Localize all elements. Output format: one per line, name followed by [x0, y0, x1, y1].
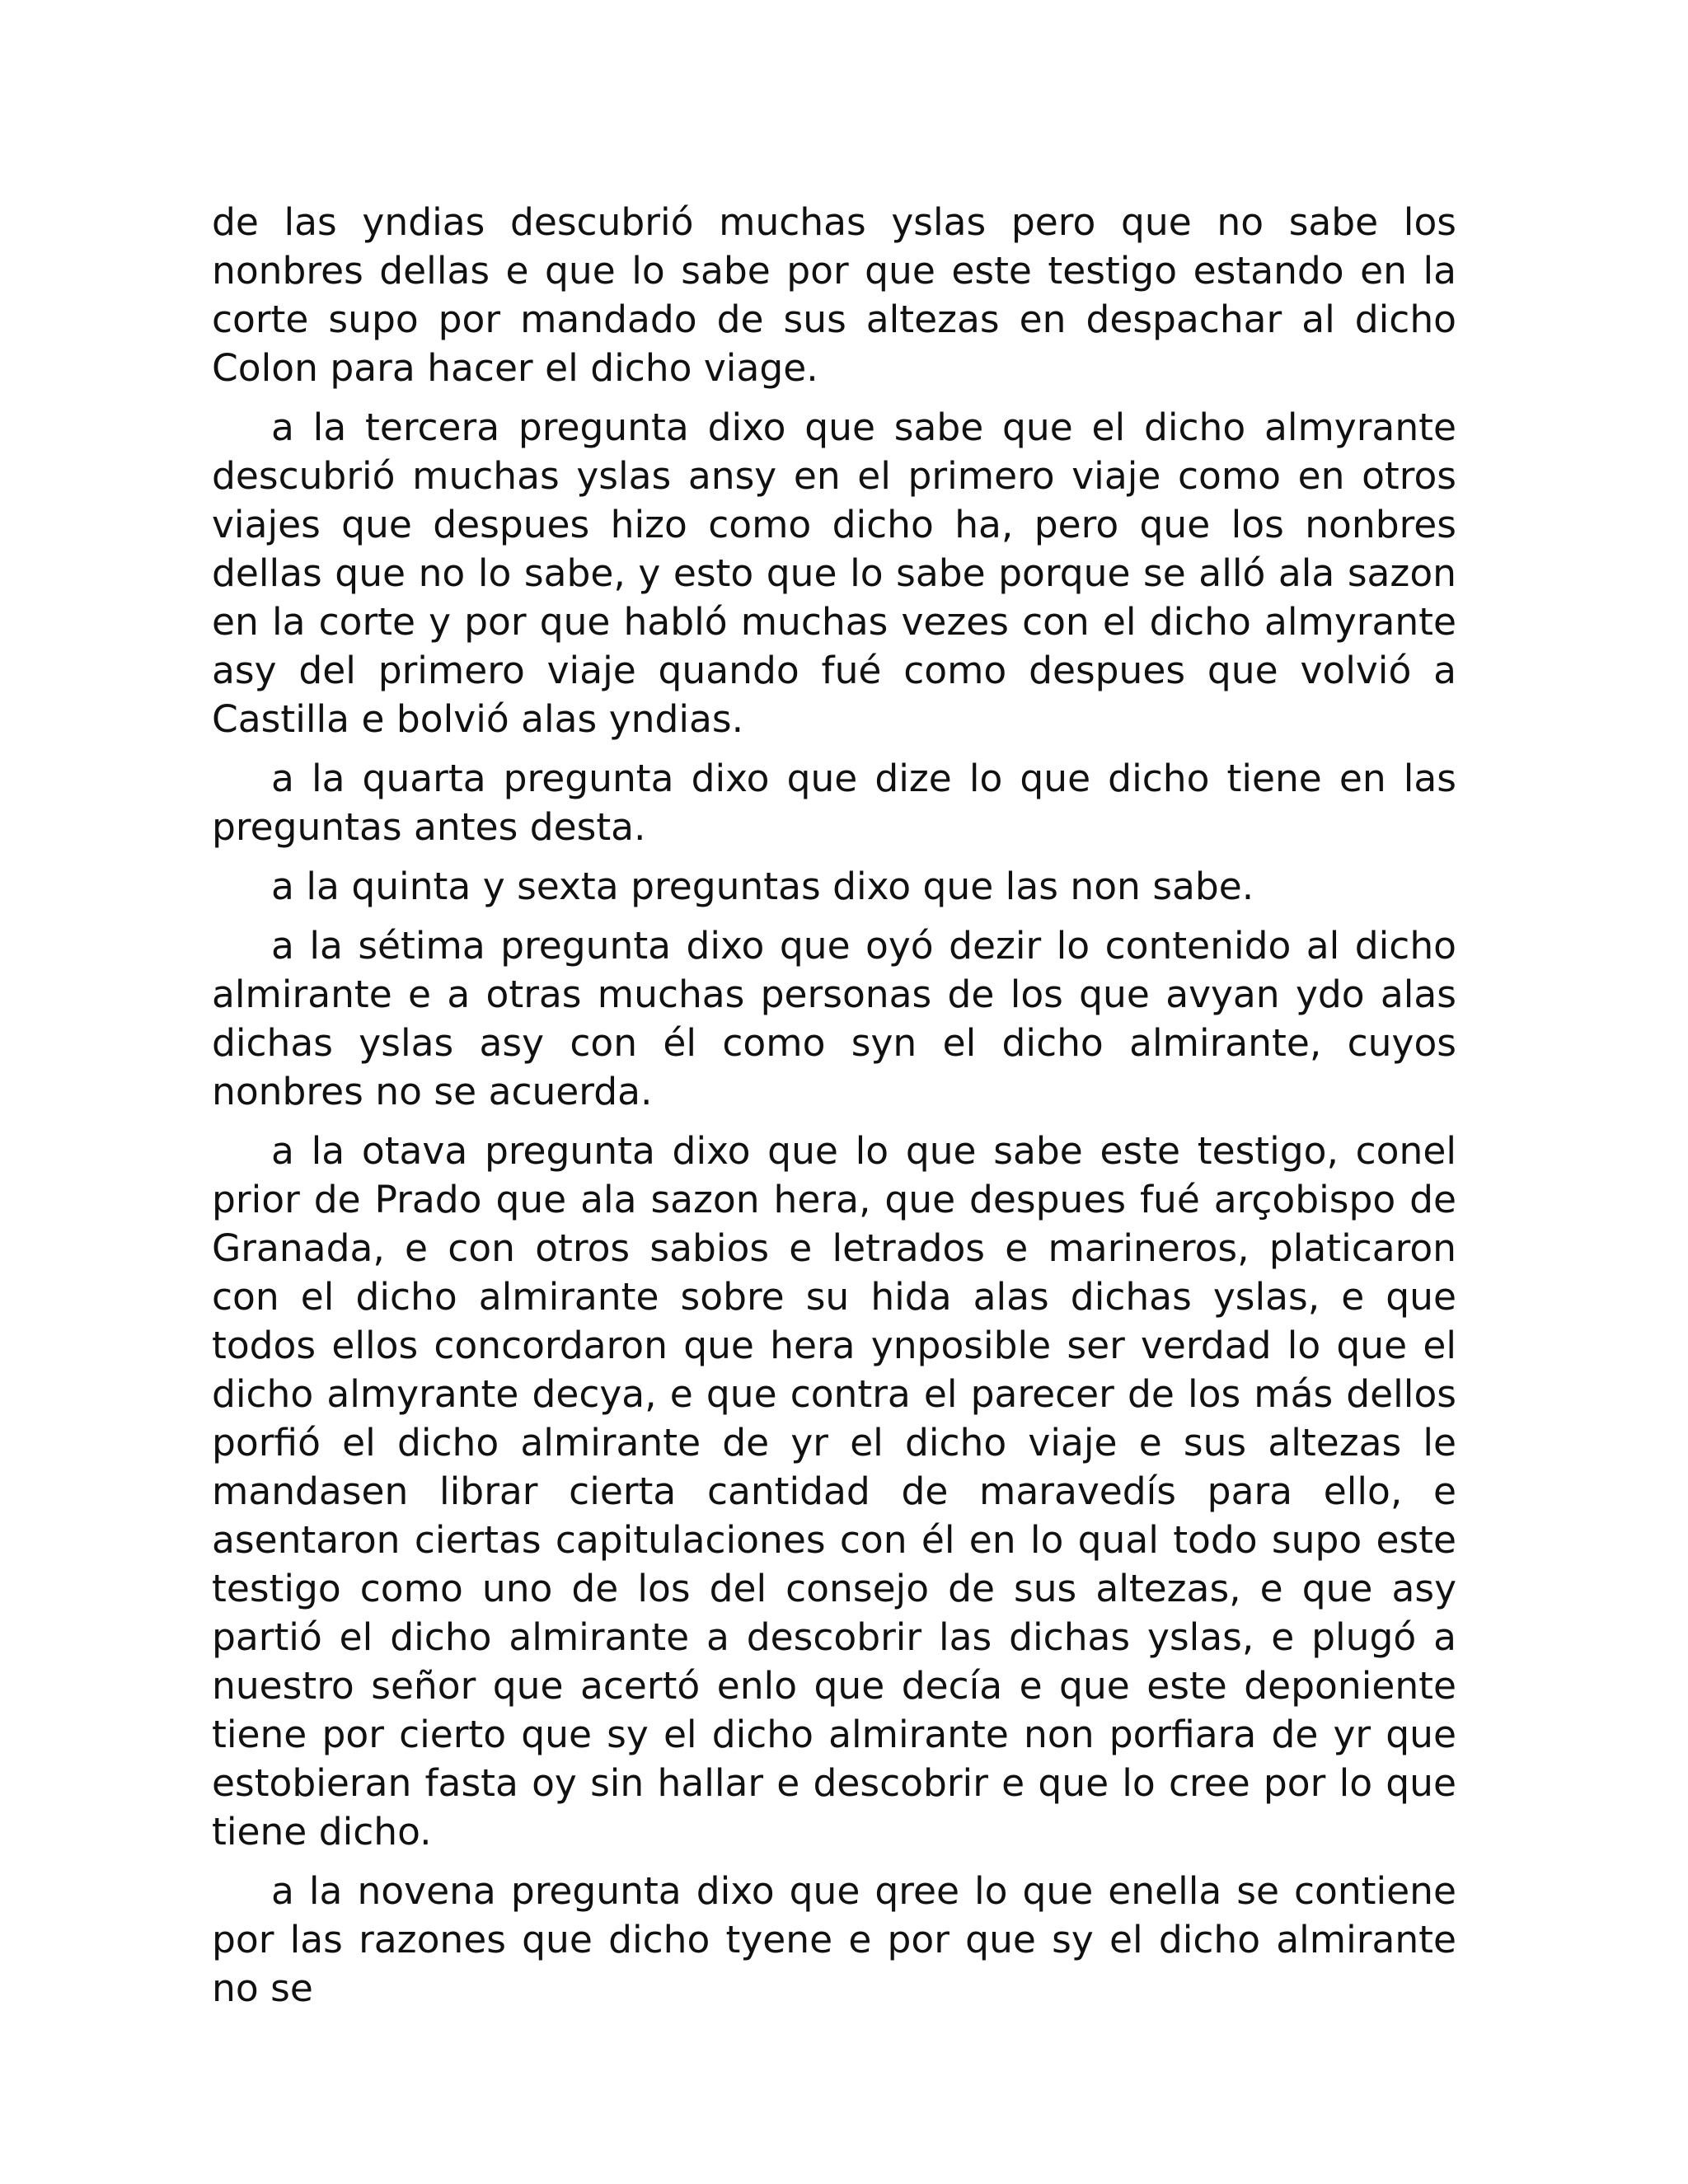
paragraph-quarta-pregunta: a la quarta pregunta dixo que dize lo que dicho tiene en las preguntas antes desta.: [212, 757, 1456, 849]
paragraph-setima-pregunta: a la sétima pregunta dixo que oyó dezir lo contenido al dicho almirante e a otras muchas personas de los que avyan ydo alas dichas yslas asy con él como syn el dicho almirante, cuyos nonbres no se acuerda.: [212, 924, 1456, 1113]
paragraph-quinta-sexta-pregunta: a la quinta y sexta preguntas dixo que las non sabe.: [271, 865, 1254, 908]
paragraph-continuation: de las yndias descubrió muchas yslas pero que no sabe los nonbres dellas e que lo sabe por que este testigo estando en la corte supo por mandado de sus altezas en despachar al dicho Colon para hacer el dicho viage.: [212, 200, 1456, 390]
paragraph-otava-pregunta: a la otava pregunta dixo que lo que sabe este testigo, conel prior de Prado que ala sazon hera, que despues fué arçobispo de Granada, e con otros sabios e letrados e marineros, platicaron con el dicho almirante sobre su hida alas dichas yslas, e que todos ellos concordaron que hera ynposible ser verdad lo que el dicho almyrante decya, e que contra el parecer de los más dellos porfió el dicho almirante de yr el dicho viaje e sus altezas le mandasen librar cierta cantidad de maravedís para ello, e asentaron ciertas capitulaciones con él en lo qual todo supo este testigo como uno de los del consejo de sus altezas, e que asy partió el dicho almirante a descobrir las dichas yslas, e plugó a nuestro señor que acertó enlo que decía e que este deponiente tiene por cierto que sy el dicho almirante non porfiara de yr que estobieran fasta oy sin hallar e descobrir e que lo cree por lo que tiene dicho.: [212, 1129, 1456, 1854]
paragraph-tercera-pregunta: a la tercera pregunta dixo que sabe que el dicho almyrante descubrió muchas yslas ansy en el primero viaje como en otros viajes que despues hizo como dicho ha, pero que los nonbres dellas que no lo sabe, y esto que lo sabe porque se alló ala sazon en la corte y por que habló muchas vezes con el dicho almyrante asy del primero viaje quando fué como despues que volvió a Castilla e bolvió alas yndias.: [212, 405, 1456, 741]
paragraph-novena-pregunta: a la novena pregunta dixo que qree lo que enella se contiene por las razones que dicho tyene e por que sy el dicho almirante no se: [212, 1869, 1456, 2010]
document-body: [212, 198, 1456, 2023]
